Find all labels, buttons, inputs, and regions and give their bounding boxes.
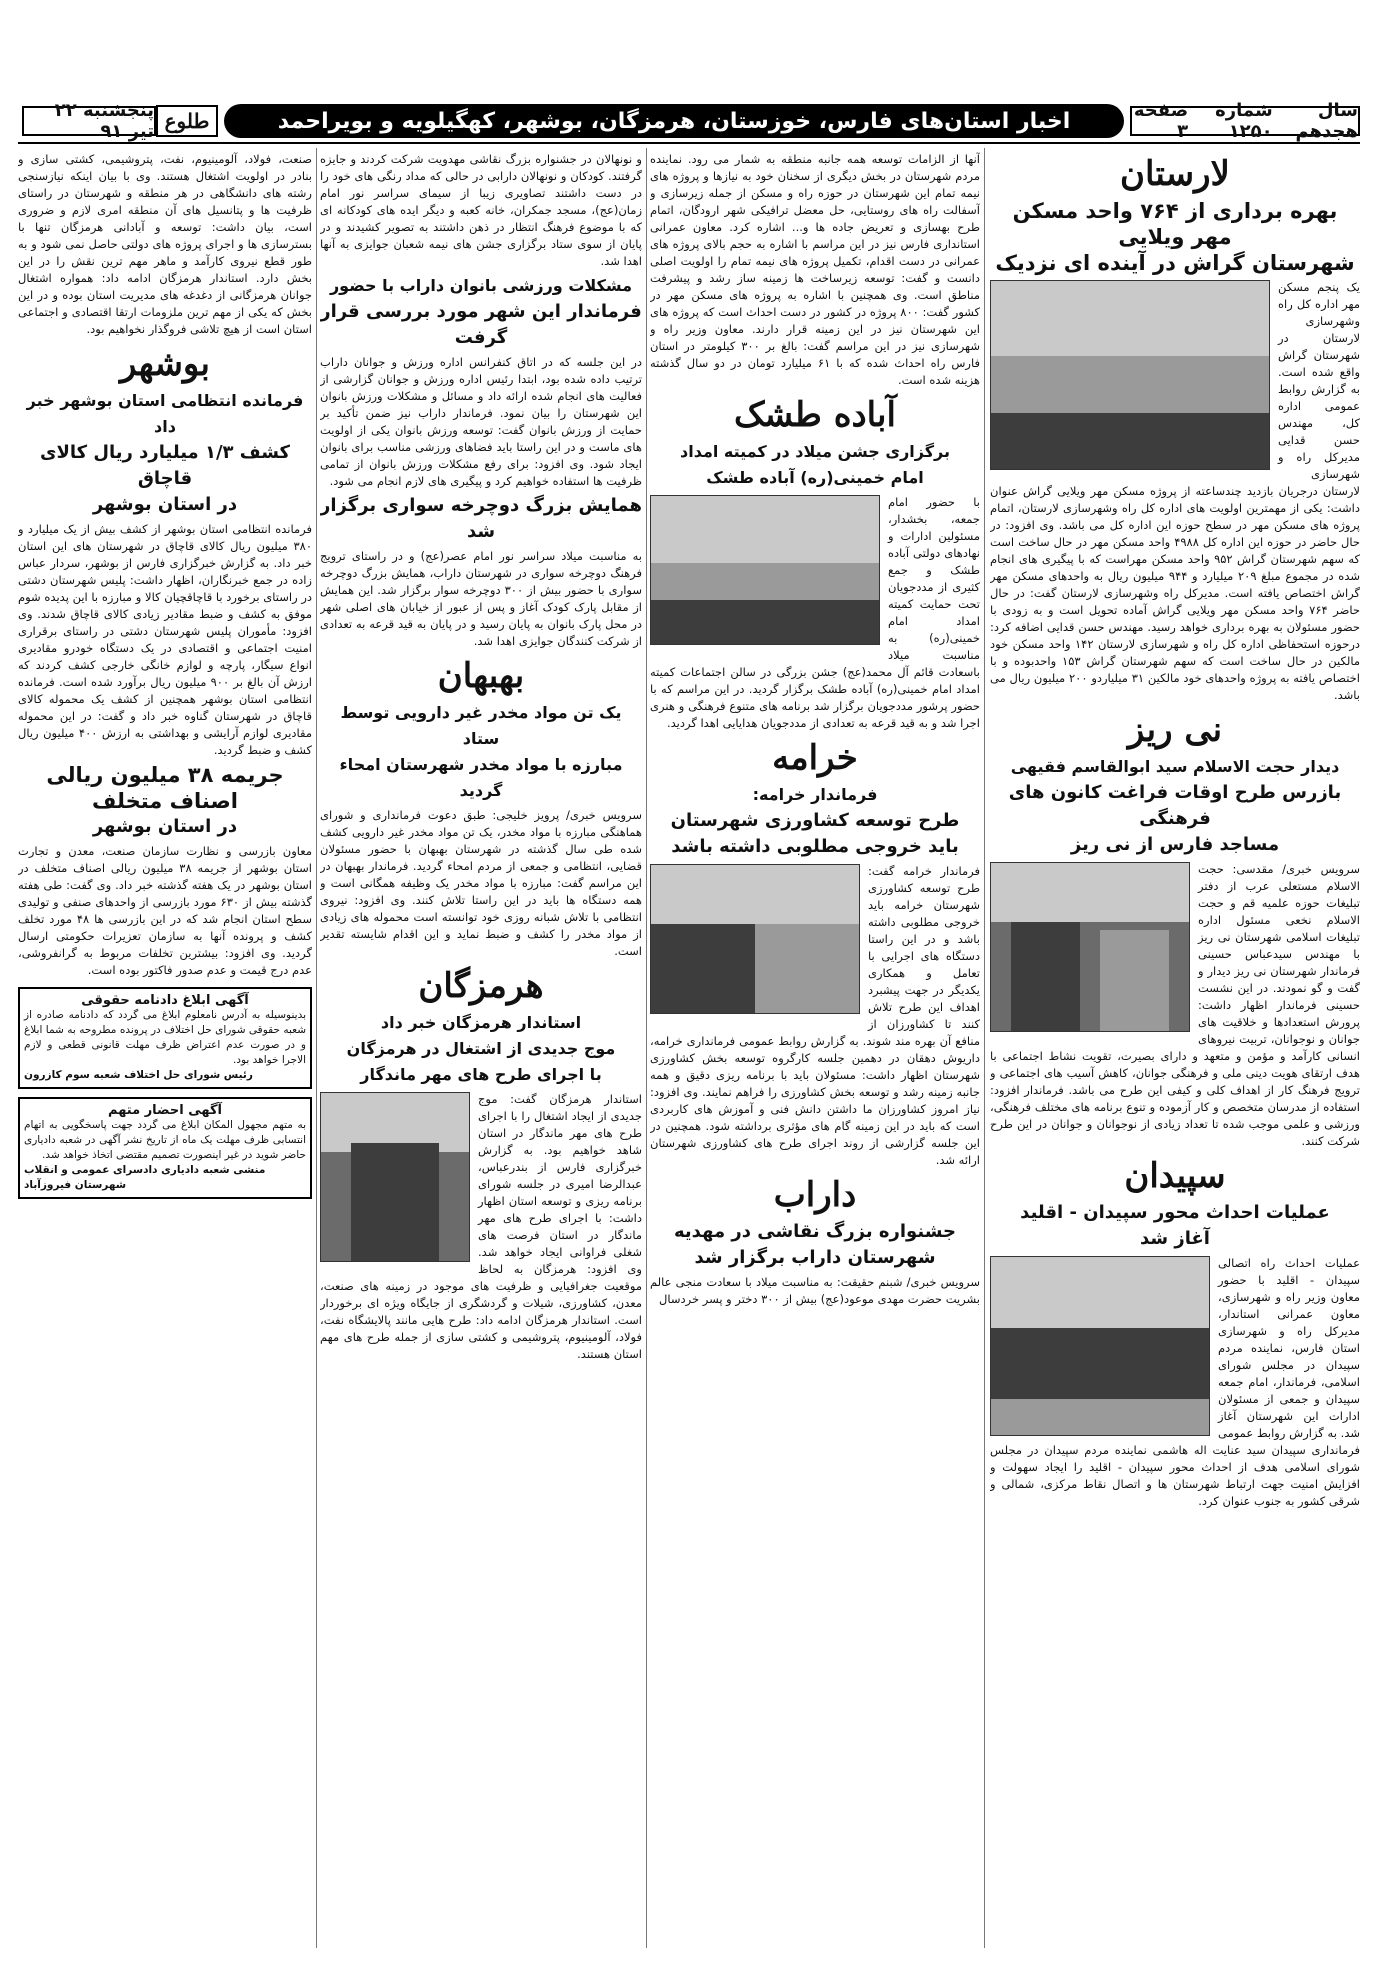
header-rule xyxy=(18,142,1360,144)
notice-footer: رئیس شورای حل اختلاف شعبه سوم کازرون xyxy=(24,1069,253,1081)
meeting-photo xyxy=(990,862,1190,1032)
issue-label: شماره ۱۲۵۰ xyxy=(1215,100,1273,142)
headline: شهرستان گراش در آینده ای نزدیک xyxy=(995,251,1355,275)
notice-title: آگهی ابلاغ دادنامه حقوقی xyxy=(81,993,249,1008)
headline: همایش بزرگ دوچرخه سواری برگزار شد xyxy=(320,495,642,542)
headline: عملیات احداث محور سپیدان - اقلید xyxy=(1020,1202,1330,1223)
page-header xyxy=(18,100,1360,142)
section-kicker-sepidan: سپیدان xyxy=(1124,1156,1226,1196)
headline: دیدار حجت الاسلام سید ابوالقاسم فقیهی xyxy=(1010,757,1340,776)
column-middle-right xyxy=(650,148,980,1948)
section-kicker-darab: داراب xyxy=(773,1175,857,1215)
headline: طرح توسعه کشاورزی شهرستان xyxy=(670,810,960,831)
headline: موج جدیدی از اشتغال در هرمزگان xyxy=(346,1039,616,1058)
year-label: سال هجدهم xyxy=(1295,100,1358,142)
headline: استاندار هرمزگان خبر داد xyxy=(380,1013,582,1032)
column-middle-left xyxy=(320,148,642,1948)
article-body: استاندار هرمزگان گفت: موج جدیدی از ایجاد اشتغال را با اجرای طرح های مهر ماندگار در استان شاهد خواهیم بود. به گزارش خبرگزاری فارس از بندرعباس، عبدالرضا امیری در جلسه شورای برنامه ریزی و توسعه استان اظهار داشت: با اجرای طرح های مهر ماندگار در استان فرصت های شغلی فراوانی ایجاد خواهد شد. وی افزود: هرمزگان به لحاظ موقعیت جغرافیایی و ظرفیت های موجود در زمینه های صنعت، معدن، کشاورزی، شیلات و گردشگری از جایگاه ویژه ای برخوردار است. استاندار هرمزگان ادامه داد: طرح هایی مانند پالایشگاه نفت، فولاد، آلومینیوم، پتروشیمی و کشتی سازی از جمله طرح های مهم استان هستند. xyxy=(320,1092,642,1361)
headline: مشکلات ورزشی بانوان داراب با حضور xyxy=(329,276,633,295)
issue-info xyxy=(1130,100,1360,142)
article-body: به مناسبت میلاد سراسر نور امام عصر(عج) و در راستای ترویج فرهنگ دوچرخه سواری در شهرستان داراب، همایش بزرگ دوچرخه سواری با حضور بیش از ۳۰۰ دوچرخه سوار برگزار شد. این همایش از مقابل پارک کودک آغاز و پس از عبور از خیابان های اصلی شهر در محل پارک بانوان به پایان رسید و در پایان به قید قرعه به تعدادی از شرکت کنندگان جوایزی اهدا شد. xyxy=(320,549,642,648)
section-banner: اخبار استان‌های فارس، خوزستان، هرمزگان، بوشهر، کهگیلویه و بویراحمد xyxy=(224,104,1124,138)
headline: کشف ۱/۳ میلیارد ریال کالای قاچاق xyxy=(39,442,291,489)
article-body: عملیات احداث راه اتصالی سپیدان - اقلید با حضور معاون وزیر راه و شهرسازی، معاون عمرانی استاندار، مدیرکل راه و شهرسازی استان فارس، نماینده مردم سپیدان در مجلس شورای اسلامی، فرماندار، امام جمعه سپیدان و جمعی از مسئولان ادارات این شهرستان آغاز شد. به گزارش روابط عمومی فرمانداری سپیدان سید عنایت اله هاشمی نماینده مردم سپیدان در مجلس شورای اسلامی هدف از احداث محور سپیدان - اقلید را ایجاد سهولت و افزایش امنیت جهت ارتباط شهرستان ها و اتصال نقاط مرکزی، شمالی و شرقی کشور به جنوب عنوان کرد. xyxy=(990,1256,1360,1508)
article-body: و نونهالان در جشنواره بزرگ نقاشی مهدویت شرکت کردند و جایزه گرفتند. کودکان و نونهالان دارابی در حالی که مداد رنگی های خود را در دست داشتند تصاویری زیبا از سیمای سراسر نور امام زمان(عج)، مسجد جمکران، خانه کعبه و دیگر ایده های کودکانه ای که با موضوع فرهنگ انتظار در ذهن داشتند به تصویر کشیدند و در پایان از سوی ستاد برگزاری جشن های نیمه شعبان جوایزی به آنها اهدا شد. xyxy=(320,152,642,268)
article-body: فرماندار خرامه گفت: طرح توسعه کشاورزی شهرستان خرامه باید خروجی مطلوبی داشته باشد و در این راستا دستگاه های اجرایی با تعامل و همکاری یکدیگر در جهت پیشبرد اهداف این طرح تلاش کنند تا کشاورزان از منافع آن بهره مند شوند. به گزارش روابط عمومی فرمانداری خرامه، داریوش دهقان در دهمین جلسه کارگروه توسعه بخش کشاورزی شهرستان اظهار داشت: مسئولان باید با برنامه ریزی دقیق و همه جانبه زمینه رشد و توسعه بخش کشاورزی را فراهم نمایند. وی افزود: نیاز امروز کشاورزان ما داشتن دانش فنی و آموزش های کاربردی است که باید در این زمینه گام های مؤثری برداشته شود. همچنین در این جلسه گزارشی از روند اجرای طرح های کشاورزی شهرستان ارائه شد. xyxy=(650,864,980,1167)
notice-body: به متهم مجهول المکان ابلاغ می گردد جهت پاسخگویی به اتهام انتسابی ظرف مهلت یک ماه از تاریخ نشر آگهی در شعبه دادیاری حاضر شوید در غیر اینصورت تصمیم مقتضی اتخاذ خواهد شد. xyxy=(24,1119,306,1161)
headline: جشنواره بزرگ نقاشی در مهدیه xyxy=(674,1221,956,1242)
session-photo xyxy=(650,864,860,1014)
headline: آغاز شد xyxy=(1140,1228,1210,1249)
headline: در استان بوشهر xyxy=(92,494,238,515)
section-kicker-behbahan: بهبهان xyxy=(437,656,525,696)
notice-title: آگهی احضار متهم xyxy=(108,1103,222,1118)
column-divider xyxy=(984,148,985,1948)
headline: شهرستان داراب برگزار شد xyxy=(694,1247,936,1268)
legal-notice xyxy=(18,987,312,1089)
headline: در استان بوشهر xyxy=(92,816,238,837)
issue-date: پنجشنبه ۲۲ تیر ۹۱ xyxy=(22,106,156,136)
page-label: صفحه ۳ xyxy=(1133,100,1189,142)
legal-notice xyxy=(18,1097,312,1199)
headline: باید خروجی مطلوبی داشته باشد xyxy=(671,836,959,857)
ceremony-photo xyxy=(990,1256,1210,1436)
headline: مبارزه با مواد مخدر شهرستان امحاء گردید xyxy=(339,755,623,800)
notice-footer: منشی شعبه دادیاری دادسرای عمومی و انقلاب شهرستان فیروزآباد xyxy=(24,1164,266,1191)
headline: امام خمینی(ره) آباده طشک xyxy=(706,468,924,487)
notice-body: بدینوسیله به آدرس نامعلوم ابلاغ می گردد که دادنامه صادره از شعبه حقوقی شورای حل اختلاف در پرونده مطروحه به شما ابلاغ و در صورت عدم اعتراض ظرف مهلت قانونی قطعی و لازم الاجرا خواهد بود. xyxy=(24,1009,306,1066)
headline: بازرس طرح اوقات فراغت کانون های فرهنگی xyxy=(1008,782,1342,829)
article-body: با حضور امام جمعه، بخشدار، مسئولین ادارات و نهادهای دولتی آباده طشک و جمع کثیری از مددجویان تحت حمایت کمیته امداد امام خمینی(ره) به مناسبت میلاد باسعادت قائم آل محمد(عج) جشن بزرگی در سالن اجتماعات کمیته امداد امام خمینی(ره) آباده طشک برگزار گردید. در این مراسم که با حضور پرشور مددجویان برگزار شد برنامه های متنوع فرهنگی و هنری اجرا شد و به قید قرعه به تعدادی از مددجویان هدایایی اهدا گردید. xyxy=(650,495,980,730)
date-block xyxy=(18,100,218,142)
article-body: معاون بازرسی و نظارت سازمان صنعت، معدن و تجارت استان بوشهر از جریمه ۳۸ میلیون ریالی اصناف متخلف در استان بوشهر در یک هفته گذشته خبر داد. وی گفت: طی هفته گذشته بیش از ۶۳۰ مورد بازرسی از واحدهای صنفی و تولیدی سطح استان انجام شد که در این بازرسی ها ۴۸ مورد تخلف کشف و پرونده آنها به سازمان تعزیرات حکومتی ارسال گردید. وی افزود: بیشترین تخلفات مربوط به گرانفروشی، عدم درج قیمت و عدم صدور فاکتور بوده است. xyxy=(18,844,312,977)
newspaper-logo: طلوع xyxy=(156,105,218,137)
section-kicker-kharameh: خرامه xyxy=(772,738,858,778)
article-body: سرویس خبری/ پرویز خلیجی: طبق دعوت فرمانداری و شورای هماهنگی مبارزه با مواد مخدر، یک تن مواد مخدر غیر دارویی کشف شده طی سال گذشته در شهرستان بهبهان با حضور مسئولان قضایی، انتظامی و جمعی از مردم امحاء گردید. فرماندار بهبهان در این مراسم گفت: مبارزه با مواد مخدر یک وظیفه همگانی است و همه دستگاه ها باید در این راستا تلاش کنند. وی افزود: نیروی انتظامی با تلاش شبانه روزی خود توانسته است محموله های زیادی از مواد مخدر را کشف و ضبط نماید و این اقدام شایسته تقدیر است. xyxy=(320,808,642,958)
headline: برگزاری جشن میلاد در کمیته امداد xyxy=(680,442,950,461)
headline: مساجد فارس از نی ریز xyxy=(1070,834,1280,855)
section-kicker-larestan: لارستان xyxy=(1120,154,1230,194)
article-body: در این جلسه که در اتاق کنفرانس اداره ورزش و جوانان داراب ترتیب داده شده بود، ابتدا رئیس اداره ورزش و جوانان گزارشی از فعالیت های انجام شده ارائه داد و مسائل و مشکلات ورزش بانوان این شهرستان را بیان نمود. فرماندار داراب نیز ضمن تأکید بر حمایت از ورزش بانوان گفت: توسعه ورزش بانوان یکی از اولویت های ماست و در این راستا باید فضاهای ورزشی مناسب برای بانوان ایجاد شود. وی افزود: برای رفع مشکلات ورزش بانوان از تمامی ظرفیت ها استفاده خواهیم کرد و پیگیری های لازم انجام می شود. xyxy=(320,355,642,488)
headline: فرماندار این شهر مورد بررسی قرار گرفت xyxy=(320,301,642,348)
headline: فرمانده انتظامی استان بوشهر خبر داد xyxy=(26,391,304,436)
headline: با اجرای طرح های مهر ماندگار xyxy=(360,1065,602,1084)
headline: بهره برداری از ۷۶۴ واحد مسکن مهر ویلایی xyxy=(1012,199,1338,249)
housing-photo xyxy=(990,280,1270,470)
article-body: فرمانده انتظامی استان بوشهر از کشف بیش از یک میلیارد و ۳۸۰ میلیون ریال کالای قاچاق در شهرستان های این استان خبر داد. به گزارش خبرگزاری فارس از بوشهر، سردار عباس زاده در جمع خبرنگاران، اظهار داشت: پلیس شهرستان دشتی در راستای برخورد با قاچاقچیان کالا و مبارزه با این پدیده شوم موفق به کشف و ضبط مقادیر زیادی کالای قاچاق شدند. وی افزود: مأموران پلیس شهرستان دشتی در راستای برقراری امنیت اجتماعی و اقتصادی در یک دستگاه خودرو مقادیری انواع سیگار، پارچه و لوازم خانگی خارجی کشف کردند که ارزش آن بالغ بر ۹۰۰ میلیون ریال برآورد شده است. فرمانده انتظامی استان بوشهر همچنین از کشف یک محموله کالای قاچاق در شهرستان گناوه خبر داد و گفت: در این محموله مقادیری لوازم آرایشی و بهداشتی به ارزش ۴۰۰ میلیون ریال کشف و ضبط گردید. xyxy=(18,522,312,757)
headline: یک تن مواد مخدر غیر دارویی توسط ستاد xyxy=(340,703,622,748)
column-left xyxy=(18,148,312,1948)
headline: جریمه ۳۸ میلیون ریالی اصناف متخلف xyxy=(46,763,284,813)
column-right xyxy=(990,148,1360,1948)
article-body: آنها از الزامات توسعه همه جانبه منطقه به شمار می رود. نماینده مردم شهرستان در بخش دیگری از سخنان خود به نیازها و پروژه های نیمه تمام این شهرستان در حوزه راه و مسکن از جمله زیرسازی و آسفالت راه های روستایی، حل معضل ترافیکی شهر ارودگان، اتمام طرح بهسازی و تعریض جاده ها و... اشاره کرد. معاون عمرانی استانداری فارس نیز در این مراسم با اشاره به حجم بالای پروژه های عمرانی در دست اقدام، تکمیل پروژه های نیمه تمام را اولویت اصلی دانست و گفت: توسعه زیرساخت ها زمینه ساز رشد و پیشرفت مناطق است. وی همچنین با اشاره به پروژه های مسکن مهر در کشور گفت: ۸۰۰ پروژه در کشور در دست احداث است که پروژه های این شهرستان نیز در این زمینه قرار دارند. معاون وزیر راه و شهرسازی نیز در این مراسم گفت: بالغ بر ۳۰۰ کیلومتر در استان فارس راه احداث شده که با ۶۱ میلیارد تومان در دو سال گذشته هزینه شده است. xyxy=(650,152,980,387)
article-body: سرویس خبری/ مقدسی: حجت الاسلام مستعلی عرب از دفتر تبلیغات حوزه علمیه قم و حجت الاسلام نخعی مسئول اداره تبلیغات اسلامی شهرستان نی ریز با مهندس سیدعباس حسینی فرماندار شهرستان نی ریز دیدار و گفت و گو نمودند. در این نشست حسینی فرماندار اظهار داشت: پرورش استعدادها و خلاقیت های جوانان و نوجوانان، تربیت نیروهای انسانی کارآمد و مؤمن و متعهد و دارای بصیرت، تقویت نشاط اجتماعی با هدف ارتقای هویت دینی ملی و فرهنگی جوانان، کاهش آسیب های اجتماعی و ترویج فرهنگ کار از اهداف کلی و کیفی این طرح می باشد. فرماندار افزود: استفاده از مدرسان متخصص و کار آزموده و تنوع برنامه های مختلف فرهنگی، ورزشی و علمی موجب شده تا تعداد زیادی از نوجوانان و جوانان در این طرح شرکت کنند. xyxy=(990,862,1360,1148)
section-kicker-neyriz: نی ریز xyxy=(1127,710,1223,750)
article-body: صنعت، فولاد، آلومینیوم، نفت، پتروشیمی، کشتی سازی و بنادر در اولویت اشتغال هستند. وی با بیان اینکه نیازسنجی رشته های دانشگاهی در هر منطقه و شهرستان در راستای ظرفیت ها و پتانسیل های آن منطقه امری لازم و ضروری است، بیان داشت: توسعه و آبادانی هرمزگان تنها با بسترسازی ها و اجرای پروژه های دولتی حاصل نمی شود و به طور قطع نیروی کارآمد و ماهر مهم ترین نقش را در این بخش دارد. استاندار هرمزگان ادامه داد: همواره اشتغال جوانان هرمزگانی از دغدغه های مدیریت استان بوده و در این بخش که یکی از مهم ترین ملزومات ارتقا اقتصادی و اجتماعی استان است از هیچ تلاشی فروگذار نخواهیم بود. xyxy=(18,152,312,336)
celebration-photo xyxy=(650,495,880,645)
section-kicker-bushehr: بوشهر xyxy=(120,344,210,384)
column-divider xyxy=(646,148,647,1948)
column-divider xyxy=(316,148,317,1948)
section-kicker-hormozgan: هرمزگان xyxy=(418,966,544,1006)
article-body: یک پنجم مسکن مهر اداره کل راه وشهرسازی لارستان در شهرستان گراش واقع شده است. به گزارش روابط عمومی اداره کل، مهندس حسن قدایی مدیرکل راه و شهرسازی لارستان درجریان بازدید چندساعته از پروژه مسکن مهر ویلایی گراش عنوان داشت: یکی از مهمترین اولویت های اداره کل راه وشهرسازی لارستان، اتمام پروژه های مسکن مهر در سطح حوزه این اداره کل می باشد. وی افزود: در حال حاضر در حوزه این اداره کل ۴۹۸۸ واحد مسکن مهر در حال ساخت است که سهم شهرستان گراش ۹۵۲ واحد مسکن مهراست که با پیگیری های انجام شده در مجموع مبلغ ۲۰۹ میلیارد و ۹۴۴ میلیون ریال به واحدهای مسکن مهر گراش اختصاص یافته است. مدیرکل راه وشهرسازی لارستان گفت: در حال حاضر ۷۶۴ واحد مسکن مهر ویلایی گراش آماده تحویل است و به زودی با حضور مسئولان به بهره برداری خواهد رسید. مهندس حسن قدایی اضافه کرد: درحوزه استحفاظی اداره کل راه و شهرسازی لارستان ۱۴۲ واحد مسکن خود مالکین در حال ساخت است که سهم شهرستان گراش ۱۵۳ واحدبوده و با اختصاص یافته به پروژه واحدهای خود مالکین ۳۱ میلیاردو ۲۰۰ میلیون ریال می باشد. xyxy=(990,280,1360,702)
section-kicker-abadeh-tashk: آباده طشک xyxy=(734,395,896,435)
governor-photo xyxy=(320,1092,470,1262)
headline: فرماندار خرامه: xyxy=(752,785,878,804)
article-body: سرویس خبری/ شبنم حقیقت: به مناسبت میلاد با سعادت منجی عالم بشریت حضرت مهدی موعود(عج) بیش از ۳۰۰ دختر و پسر خردسال xyxy=(650,1275,980,1306)
